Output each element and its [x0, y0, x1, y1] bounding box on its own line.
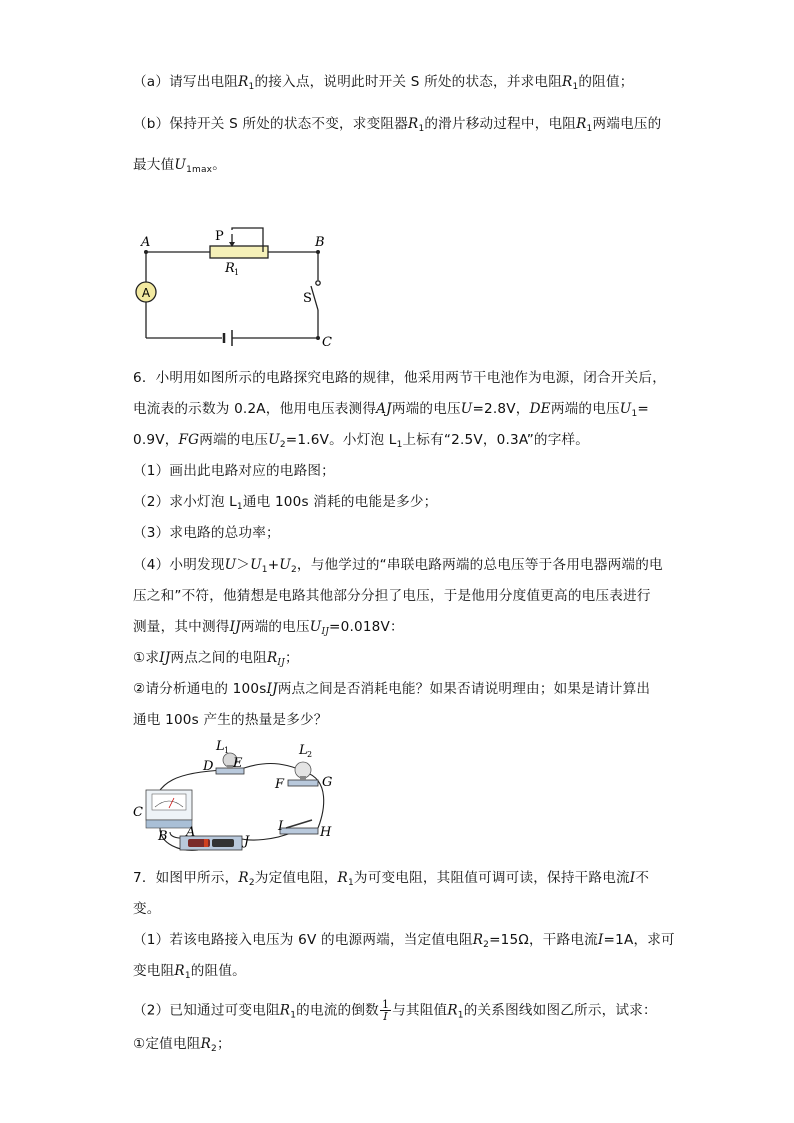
text: 通电 100s 产生的热量是多少？ [133, 712, 328, 728]
sub: 1 [418, 124, 425, 134]
text: 最大值 [133, 157, 175, 173]
sub: 2 [248, 878, 255, 888]
var: R [408, 116, 419, 132]
text: 通电 100s 消耗的电能是多少； [242, 494, 438, 510]
var: U [224, 557, 237, 573]
label-f: F [275, 777, 285, 792]
label-l2-sub: 2 [307, 750, 313, 759]
var: R [279, 1002, 291, 1019]
q6-sub-4 [133, 556, 663, 574]
label-l1: L [216, 740, 225, 754]
q6-circle-1 [133, 649, 299, 667]
sub: 1 [586, 124, 593, 134]
var: U [174, 157, 187, 173]
text: 变电阻 [133, 963, 175, 979]
text: 变。 [133, 901, 161, 917]
text: =1A，求可 [603, 932, 675, 948]
sub: 1 [184, 971, 191, 981]
sub: 2 [279, 440, 286, 450]
label-e: E [233, 756, 243, 771]
text: 的阻值。 [190, 963, 246, 979]
text: + [267, 557, 280, 573]
text: （1）若该电路接入电压为 6V 的电源两端，当定值电阻 [133, 932, 473, 948]
label-c: C [133, 805, 143, 820]
label-l2: L [299, 743, 308, 758]
q6-stem-3 [133, 431, 589, 449]
q5-part-b-cont [133, 156, 226, 174]
var: R [472, 932, 484, 948]
label-s: S [303, 291, 312, 306]
var: U [268, 432, 280, 448]
switch-icon [280, 828, 318, 834]
var: DE [529, 401, 551, 417]
fraction-one-over-i [380, 999, 391, 1022]
q7-sub-1 [133, 931, 675, 949]
var: R [447, 1002, 458, 1019]
sub: 1 [236, 502, 243, 512]
sub: 1max [186, 165, 213, 175]
text: 的接入点，说明此时开关 S 所处的状态，并求电阻 [254, 74, 563, 90]
var: R [238, 74, 249, 90]
text: 为可变电阻，其阻值可调可读，保持干路电流 [353, 870, 630, 886]
text: ①求 [133, 650, 160, 666]
text: ＞ [236, 557, 251, 573]
label-b: B [158, 829, 168, 844]
text: = [637, 401, 649, 417]
var: R [174, 963, 185, 979]
text: （4）小明发现 [133, 557, 225, 573]
sub: 1 [572, 82, 579, 92]
label-l1-sub: 1 [224, 746, 230, 755]
text: =2.8V， [472, 401, 530, 417]
label-d: D [203, 759, 214, 774]
var: R [238, 870, 249, 886]
q7-sub-2 [133, 999, 657, 1022]
var: R [266, 650, 278, 666]
q7-circle-1 [133, 1035, 231, 1053]
lamp-l2-icon [295, 762, 311, 778]
var: U [619, 401, 632, 417]
sub: 2 [211, 1044, 217, 1054]
var: IJ [229, 619, 241, 635]
var: AJ [376, 401, 392, 417]
q7-stem-1 [133, 869, 649, 887]
text: =0.018V： [329, 619, 404, 635]
var: FG [178, 432, 200, 448]
q6-sub-3 [133, 524, 280, 542]
text: 测量，其中测得 [133, 619, 230, 635]
text: 两端的电压 [550, 401, 620, 417]
text: 不 [635, 870, 650, 886]
q5-circuit-figure [128, 220, 348, 360]
sub: 2 [483, 940, 490, 950]
text: 两点之间是否消耗电能？如果否请说明理由；如果是请计算出 [277, 681, 651, 697]
sub: 1 [631, 409, 638, 419]
text: ①定值电阻 [133, 1036, 201, 1052]
text: 的关系图线如图乙所示，试求： [463, 1002, 657, 1019]
text: =15Ω，干路电流 [489, 932, 598, 948]
label-b: B [315, 235, 325, 250]
q6-physical-circuit-figure [130, 740, 350, 860]
q6-stem-2 [133, 400, 649, 418]
label-a: A [141, 235, 151, 250]
text: =1.6V。小灯泡 L [285, 432, 397, 448]
text: 两端的电压 [391, 401, 461, 417]
q6-stem-1 [133, 369, 666, 387]
label-p: P [215, 229, 224, 244]
label-r1-sub: 1 [234, 268, 240, 277]
var: U [460, 401, 473, 417]
label-a: A [186, 825, 196, 840]
q6-sub-2 [133, 493, 437, 511]
label-r1: R [225, 261, 235, 276]
q7-sub-1-line2 [133, 962, 246, 980]
q6-sub-4-line3 [133, 618, 404, 636]
q6-circle-2-line2 [133, 711, 328, 729]
text: （1）画出此电路对应的电路图； [133, 463, 335, 479]
text: 6．小明用如图所示的电路探究电路的规律，他采用两节干电池作为电源，闭合开关后， [133, 370, 667, 386]
var: IJ [266, 681, 278, 697]
text: ； [285, 650, 299, 666]
text: 两点之间的电阻 [170, 650, 267, 666]
text: （a）请写出电阻 [133, 74, 239, 90]
q7-stem-2 [133, 900, 161, 918]
label-g: G [322, 775, 333, 790]
text: 。 [212, 157, 226, 173]
text: 的滑片移动过程中，电阻 [424, 116, 577, 132]
var: U [309, 619, 322, 635]
text: （2）已知通过可变电阻 [133, 1002, 280, 1019]
text: 的阻值； [578, 74, 634, 90]
var: R [562, 74, 573, 90]
text: 0.9V， [133, 432, 179, 448]
text: 两端的电压 [240, 619, 310, 635]
text: 压之和”不符，他猜想是电路其他部分分担了电压，于是他用分度值更高的电压表进行 [133, 588, 651, 604]
var: U [279, 557, 291, 573]
label-c: C [322, 335, 332, 350]
var: I [597, 932, 604, 948]
sub: 1 [396, 440, 403, 450]
text: 与其阻值 [392, 1002, 448, 1019]
text: 7．如图甲所示， [133, 870, 239, 886]
var: R [200, 1036, 211, 1052]
var: U [250, 557, 262, 573]
q6-sub-1 [133, 462, 335, 480]
q6-sub-4-line2 [133, 587, 651, 605]
text: （2）求小灯泡 L [133, 494, 237, 510]
q6-circle-2 [133, 680, 650, 698]
var: I [629, 870, 636, 886]
ammeter-label: A [141, 286, 151, 300]
sub: 1 [457, 1010, 464, 1021]
label-i: I [278, 819, 284, 834]
fraction-denominator: I [383, 1010, 388, 1023]
text: ； [216, 1036, 231, 1052]
text: ，与他学过的“串联电路两端的总电压等于各用电器两端的电 [296, 557, 663, 573]
sub: IJ [277, 658, 285, 668]
text: ②请分析通电的 100s [133, 681, 267, 697]
text: 两端的电压 [199, 432, 269, 448]
text: 为定值电阻， [254, 870, 338, 886]
var: R [337, 870, 348, 886]
q5-part-a [133, 73, 634, 91]
text: （3）求电路的总功率； [133, 525, 280, 541]
q5-part-b [133, 115, 661, 133]
var: R [576, 116, 587, 132]
var: IJ [159, 650, 171, 666]
sub: IJ [321, 627, 330, 637]
sub: 1 [248, 82, 255, 92]
fraction-numerator: 1 [381, 998, 390, 1011]
label-j: J [244, 834, 250, 849]
text: （b）保持开关 S 所处的状态不变，求变阻器 [133, 116, 408, 132]
sub: 1 [290, 1010, 297, 1021]
sub: 2 [290, 565, 297, 575]
text: 两端电压的 [592, 116, 662, 132]
sub: 1 [347, 878, 354, 888]
text: 上标有“2.5V，0.3A”的字样。 [402, 432, 590, 448]
label-h: H [320, 825, 332, 840]
text: 电流表的示数为 0.2A，他用电压表测得 [133, 401, 377, 417]
sub: 1 [261, 565, 268, 575]
text: 的电流的倒数 [296, 1002, 379, 1019]
